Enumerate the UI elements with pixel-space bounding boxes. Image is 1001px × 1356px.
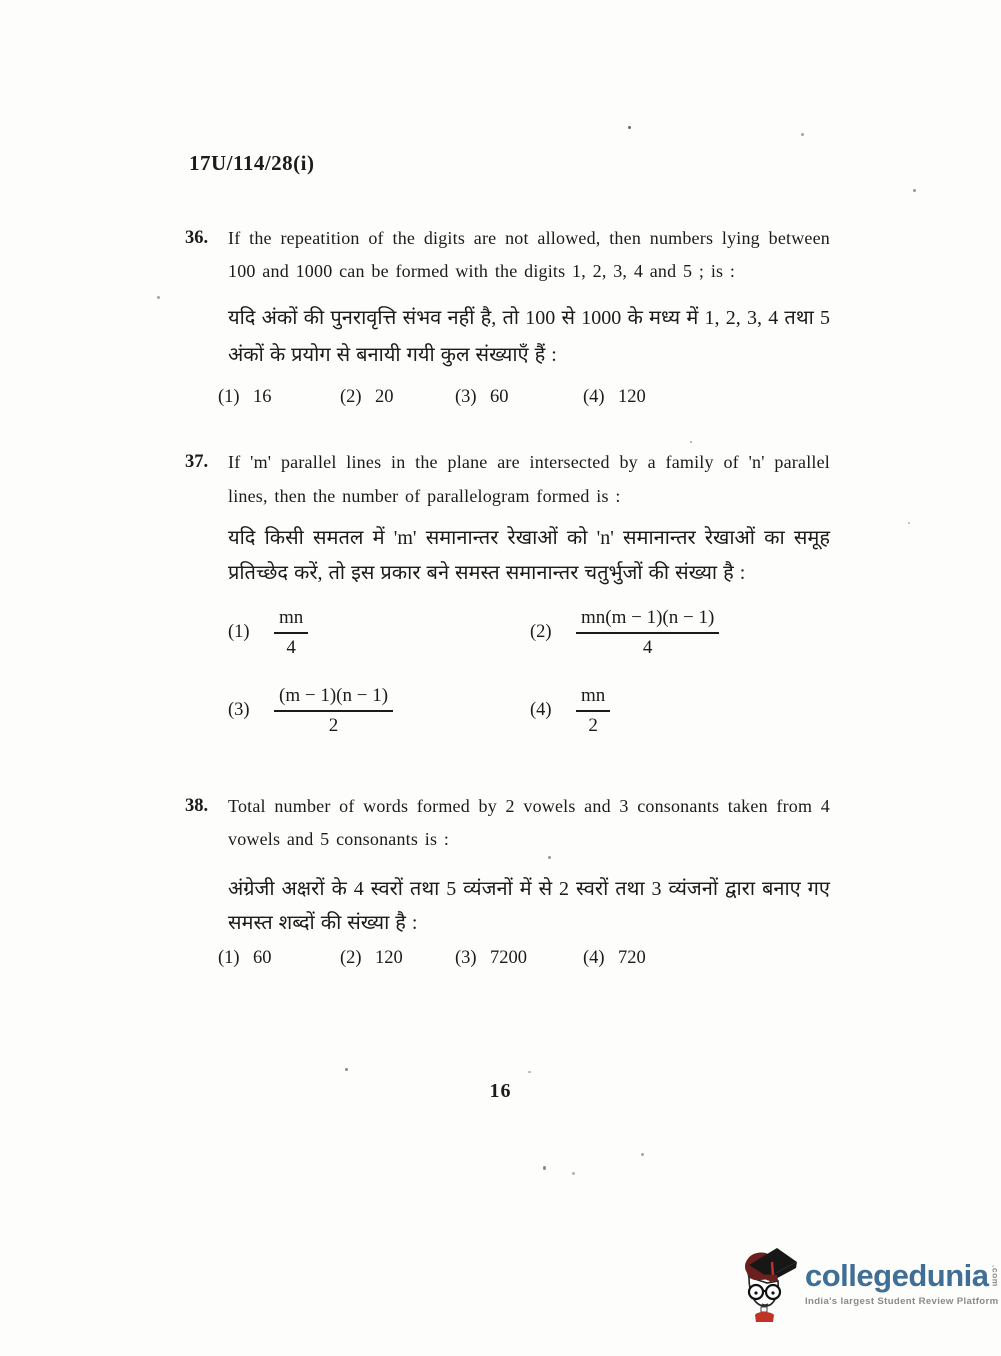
- option-3: [455, 948, 583, 969]
- option-label: (2): [340, 948, 362, 968]
- option-value: 120: [375, 948, 403, 968]
- fraction-numerator: mn: [274, 607, 308, 634]
- fraction-denominator: 2: [328, 714, 339, 736]
- question-text-hindi: यदि अंकों की पुनरावृत्ति संभव नहीं है, तो 100 से 1000 के मध्य में 1, 2, 3, 4 तथा 5 अंकों के प्रयोग से बनायी गयी कुल संख्याएँ हैं :: [228, 307, 830, 366]
- option-label: (1): [228, 622, 250, 643]
- option-2: [530, 607, 830, 659]
- fraction: [274, 685, 393, 737]
- option-4: [583, 387, 830, 408]
- scan-speck: [913, 189, 916, 192]
- question-number: 36.: [185, 228, 209, 248]
- option-1: [218, 948, 340, 969]
- brand-tld: .com: [990, 1264, 1001, 1287]
- option-value: 20: [375, 387, 394, 407]
- option-label: (1): [218, 387, 240, 407]
- option-value: 7200: [490, 948, 527, 968]
- question-37: [185, 445, 830, 736]
- question-38: [185, 790, 830, 969]
- fraction-numerator: (m − 1)(n − 1): [274, 685, 393, 712]
- question-text-english: Total number of words formed by 2 vowels and 3 consonants taken from 4 vowels and 5 consonants is :: [228, 796, 830, 849]
- scan-speck: [548, 856, 551, 859]
- scan-speck: [641, 1153, 644, 1156]
- scan-speck: [528, 1071, 531, 1073]
- option-value: 60: [253, 948, 272, 968]
- options-row: [185, 387, 830, 408]
- question-text-english: If 'm' parallel lines in the plane are intersected by a family of 'n' parallel lines, then the number of parallelogram formed is :: [228, 452, 830, 506]
- option-label: (2): [530, 622, 552, 643]
- scan-speck: [157, 296, 160, 299]
- option-2: [340, 948, 455, 969]
- option-label: (3): [455, 948, 477, 968]
- scan-speck: [572, 1172, 575, 1175]
- brand-name: collegedunia: [805, 1257, 989, 1293]
- option-2: [340, 387, 455, 408]
- graduate-boy-mascot-icon: [737, 1243, 799, 1323]
- question-text-hindi: अंग्रेजी अक्षरों के 4 स्वरों तथा 5 व्यंजनों में से 2 स्वरों तथा 3 व्यंजनों द्वारा बनाए गए समस्त शब्दों की संख्या है :: [228, 878, 830, 934]
- question-number: 38.: [185, 796, 209, 816]
- scan-speck: [345, 1068, 348, 1071]
- option-value: 120: [618, 387, 646, 407]
- scan-speck: [543, 1166, 546, 1170]
- option-3: [228, 685, 530, 737]
- fraction-numerator: mn: [576, 685, 610, 712]
- page-number: 16: [489, 1080, 512, 1102]
- option-label: (4): [583, 948, 605, 968]
- option-value: 60: [490, 387, 509, 407]
- fraction: [576, 685, 610, 737]
- scan-speck: [628, 126, 631, 129]
- option-4: [530, 685, 830, 737]
- option-label: (3): [455, 387, 477, 407]
- option-3: [455, 387, 583, 408]
- fraction: [274, 607, 308, 659]
- question-number: 37.: [185, 452, 209, 472]
- question-text-english: If the repeatition of the digits are not allowed, then numbers lying between 100 and 1000 can be formed with the digits 1, 2, 3, 4 and 5 ; is :: [228, 228, 830, 281]
- scan-speck: [801, 133, 804, 136]
- fraction-numerator: mn(m − 1)(n − 1): [576, 607, 719, 634]
- option-1: [228, 607, 530, 659]
- collegedunia-logo: [737, 1243, 1000, 1323]
- paper-code: 17U/114/28(i): [189, 151, 315, 175]
- option-label: (3): [228, 700, 250, 721]
- fraction: [576, 607, 719, 659]
- fraction-denominator: 4: [286, 636, 296, 658]
- scan-speck: [908, 522, 910, 524]
- scan-speck: [690, 441, 692, 443]
- question-36: [185, 222, 830, 408]
- option-label: (4): [583, 387, 605, 407]
- fraction-denominator: 2: [588, 714, 598, 736]
- options-row: [185, 948, 830, 969]
- option-label: (2): [340, 387, 362, 407]
- option-4: [583, 948, 830, 969]
- option-value: 720: [618, 948, 646, 968]
- option-label: (1): [218, 948, 240, 968]
- fraction-denominator: 4: [642, 636, 653, 658]
- option-1: [218, 387, 340, 408]
- brand-tagline: India's largest Student Review Platform: [805, 1295, 999, 1307]
- options-grid: [228, 607, 830, 736]
- question-text-hindi: यदि किसी समतल में 'm' समानान्तर रेखाओं को 'n' समानान्तर रेखाओं का समूह प्रतिच्छेद करें, तो इस प्रकार बने समस्त समानान्तर चतुर्भुजों की संख्या है :: [228, 527, 830, 584]
- option-label: (4): [530, 700, 552, 721]
- option-value: 16: [253, 387, 272, 407]
